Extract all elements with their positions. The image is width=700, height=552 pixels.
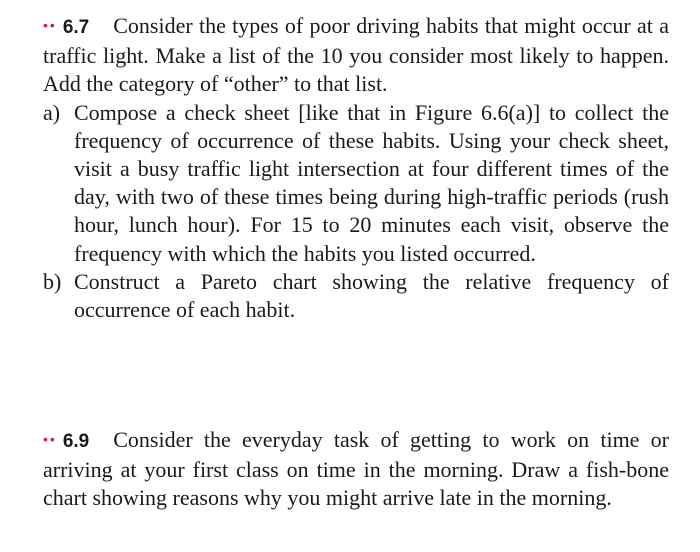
problem-number: 6.7: [62, 17, 90, 38]
problem-intro: Consider the types of poor driving habits that might occur at a traffic light. Make a list of the 10 you consider most likely to happen. Add the category of “other” to that list.: [43, 13, 669, 97]
difficulty-dots-icon: ••: [43, 431, 57, 447]
problem-part-a: [43, 99, 669, 268]
part-label: b): [43, 268, 62, 294]
difficulty-dots-icon: ••: [43, 17, 57, 33]
problem-header: [43, 427, 113, 452]
problem-number: 6.9: [62, 431, 90, 452]
problem-header: [43, 13, 113, 38]
part-label: a): [43, 99, 61, 125]
part-text: Compose a check sheet [like that in Figure 6.6(a)] to collect the frequency of occurrence of these habits. Using your check sheet, visit a busy traffic light intersection at four different times of the day, with two of these times being during high-traffic periods (rush hour, lunch hour). For 15 to 20 minutes each visit, observe the frequency with which the habits you listed occurred.: [74, 99, 669, 266]
problem-part-b: [43, 268, 669, 324]
part-text: Construct a Pareto chart showing the relative frequency of occurrence of each habit.: [74, 268, 669, 323]
problem-6-7: [43, 11, 669, 324]
problem-intro: Consider the everyday task of getting to work on time or arriving at your first class on time in the morning. Draw a fish-bone chart showing reasons why you might arrive late in the morning.: [43, 427, 669, 511]
problem-6-9: [43, 425, 669, 513]
